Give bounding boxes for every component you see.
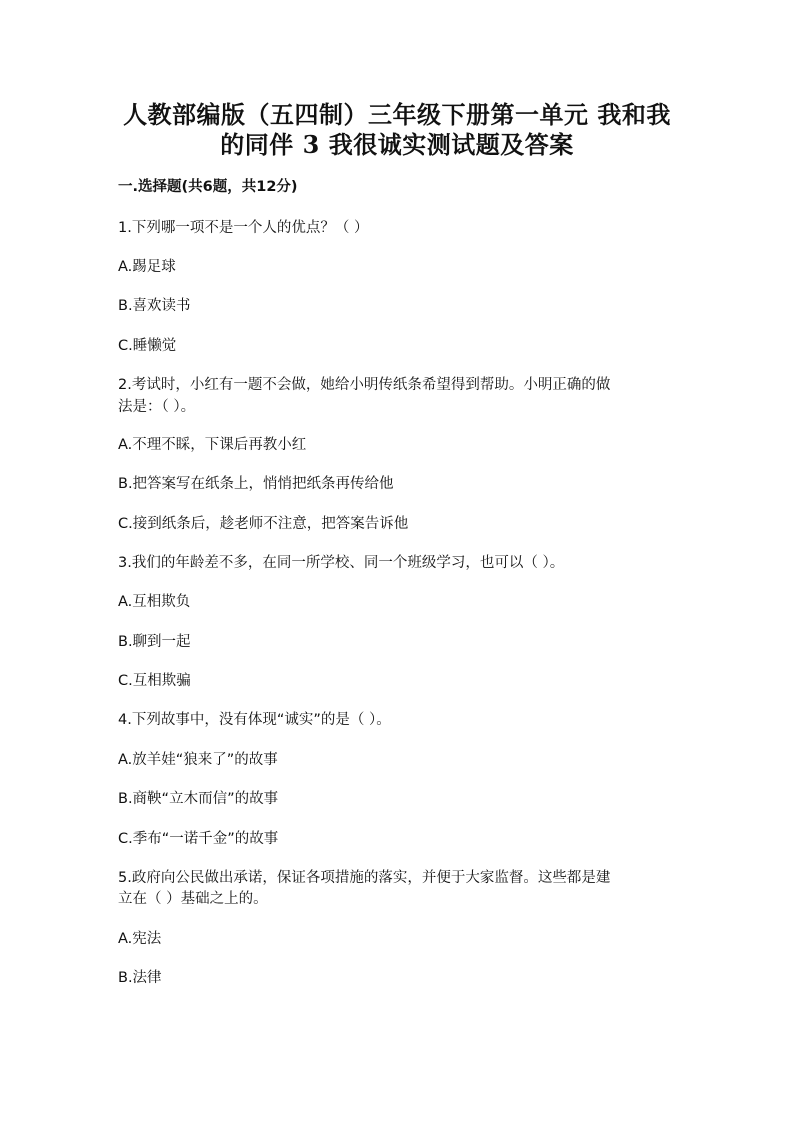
question-3-option-b: B.聊到一起 [118, 634, 191, 650]
question-4-option-b: B.商鞅“立木而信”的故事 [118, 791, 279, 807]
question-3-option-c: C.互相欺骗 [118, 673, 191, 689]
question-2-stem-line-1: 2.考试时，小红有一题不会做，她给小明传纸条希望得到帮助。小明正确的做 [118, 377, 611, 393]
question-1-option-c: C.睡懒觉 [118, 338, 177, 354]
question-3-option-a: A.互相欺负 [118, 594, 191, 610]
document-title-line-2: 的同伴 3 我很诚实测试题及答案 [220, 130, 574, 159]
question-5-option-b: B.法律 [118, 970, 162, 986]
question-2-stem-line-2: 法是：（ ）。 [118, 399, 196, 415]
question-4-option-a: A.放羊娃“狼来了”的故事 [118, 752, 278, 768]
question-4-stem: 4.下列故事中，没有体现“诚实”的是（ ）。 [118, 712, 391, 728]
document-title-line-1: 人教部编版（五四制）三年级下册第一单元 我和我 [123, 100, 671, 129]
question-1-stem: 1.下列哪一项不是一个人的优点？（ ） [118, 220, 369, 236]
question-4-option-c: C.季布“一诺千金”的故事 [118, 831, 279, 847]
question-2-option-b: B.把答案写在纸条上，悄悄把纸条再传给他 [118, 476, 394, 492]
question-3-stem: 3.我们的年龄差不多，在同一所学校、同一个班级学习，也可以（ ）。 [118, 555, 565, 571]
question-2-option-a: A.不理不睬，下课后再教小红 [118, 437, 307, 453]
question-1-option-a: A.踢足球 [118, 259, 176, 275]
question-5-stem-line-2: 立在（ ）基础之上的。 [118, 891, 268, 907]
question-2-option-c: C.接到纸条后，趁老师不注意，把答案告诉他 [118, 516, 409, 532]
question-1-option-b: B.喜欢读书 [118, 298, 191, 314]
section-header: 一.选择题(共6题，共12分) [118, 179, 298, 195]
question-5-stem-line-1: 5.政府向公民做出承诺，保证各项措施的落实，并便于大家监督。这些都是建 [118, 870, 611, 886]
question-5-option-a: A.宪法 [118, 931, 162, 947]
